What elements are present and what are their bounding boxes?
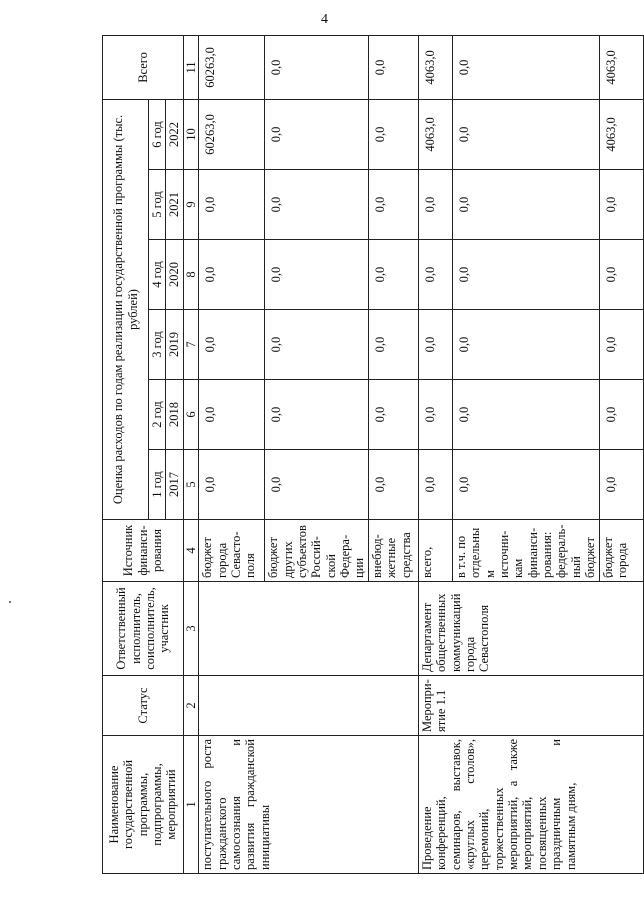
- header-source: Источник финанси-рования: [103, 520, 184, 582]
- value-cell: 0,0: [599, 170, 643, 240]
- col-number: 1: [183, 736, 198, 874]
- year-value: 2020: [166, 240, 183, 310]
- header-estimate: Оценка расходов по годам реализации государственной программы (тыс. рублей): [103, 99, 149, 519]
- status-cell: [199, 676, 419, 736]
- value-cell: 0,0: [452, 170, 599, 240]
- col-number: 8: [183, 240, 198, 310]
- header-name: Наименование государственной программы, подпрограммы, мероприятий: [103, 736, 184, 874]
- value-cell: 0,0: [199, 450, 265, 520]
- source-cell: в т.ч. по отдельным источни-кам финанси-рования: федераль-ный бюджет: [452, 520, 599, 582]
- value-cell: 0,0: [418, 240, 452, 310]
- col-number: 2: [183, 676, 198, 736]
- value-cell: 0,0: [418, 450, 452, 520]
- value-cell: 0,0: [418, 380, 452, 450]
- header-total: Всего: [103, 35, 184, 99]
- status-cell: Меропри-ятие 1.1: [418, 676, 643, 736]
- source-cell: всего,: [418, 520, 452, 582]
- value-cell: 60263,0: [199, 99, 265, 169]
- executor-cell: Департамент общественных коммуникаций города Севастополя: [418, 582, 643, 676]
- value-cell: 0,0: [199, 310, 265, 380]
- executor-cell: [199, 582, 419, 676]
- value-cell: 0,0: [265, 240, 369, 310]
- total-cell: 60263,0: [199, 35, 265, 99]
- financing-table: [102, 35, 644, 874]
- value-cell: 0,0: [265, 310, 369, 380]
- col-number: 4: [183, 520, 198, 582]
- value-cell: 0,0: [368, 240, 418, 310]
- total-cell: 0,0: [452, 35, 599, 99]
- year-label: 1 год: [149, 450, 166, 520]
- header-status: Статус: [103, 676, 184, 736]
- value-cell: 0,0: [418, 310, 452, 380]
- year-label: 6 год: [149, 99, 166, 169]
- value-cell: 0,0: [368, 310, 418, 380]
- source-cell: бюджет города Севасто-поля: [199, 520, 265, 582]
- activity-name-cell: Проведение конференций, семинаров, выставок, «круглых столов», церемоний, торжественных мероприятий, а также мероприятий, посвященных праздничным и памятным дням,: [418, 736, 643, 874]
- value-cell: 0,0: [199, 170, 265, 240]
- header-executor: Ответственный исполнитель, соисполнитель, участник: [103, 582, 184, 676]
- source-cell: внебюд-жетные средства: [368, 520, 418, 582]
- value-cell: 0,0: [452, 240, 599, 310]
- value-cell: 0,0: [199, 240, 265, 310]
- value-cell: 0,0: [599, 450, 643, 520]
- value-cell: 0,0: [368, 99, 418, 169]
- value-cell: 0,0: [368, 170, 418, 240]
- year-value: 2018: [166, 380, 183, 450]
- value-cell: 0,0: [265, 450, 369, 520]
- year-label: 5 год: [149, 170, 166, 240]
- col-number: 10: [183, 99, 198, 169]
- value-cell: 0,0: [452, 450, 599, 520]
- value-cell: 0,0: [418, 170, 452, 240]
- value-cell: 0,0: [199, 380, 265, 450]
- total-cell: 4063,0: [599, 35, 643, 99]
- col-number: 7: [183, 310, 198, 380]
- value-cell: 0,0: [368, 380, 418, 450]
- value-cell: 4063,0: [418, 99, 452, 169]
- source-cell: бюджет города: [599, 520, 643, 582]
- value-cell: 0,0: [599, 310, 643, 380]
- source-cell: бюджет других субъектов Россий-ской Федера-ции: [265, 520, 369, 582]
- year-value: 2019: [166, 310, 183, 380]
- total-cell: 0,0: [368, 35, 418, 99]
- value-cell: 0,0: [452, 310, 599, 380]
- col-number: 9: [183, 170, 198, 240]
- year-value: 2022: [166, 99, 183, 169]
- value-cell: 0,0: [368, 450, 418, 520]
- value-cell: 4063,0: [599, 99, 643, 169]
- value-cell: 0,0: [452, 380, 599, 450]
- scan-dot: [9, 601, 11, 603]
- year-label: 3 год: [149, 310, 166, 380]
- year-value: 2021: [166, 170, 183, 240]
- value-cell: 0,0: [265, 380, 369, 450]
- program-name-cell: поступательного роста гражданского самосознания и развития гражданской инициативы: [199, 736, 419, 874]
- value-cell: 0,0: [265, 170, 369, 240]
- value-cell: 0,0: [599, 240, 643, 310]
- total-cell: 0,0: [265, 35, 369, 99]
- total-cell: 4063,0: [418, 35, 452, 99]
- col-number: 6: [183, 380, 198, 450]
- year-label: 2 год: [149, 380, 166, 450]
- year-value: 2017: [166, 450, 183, 520]
- rotated-table-frame: [102, 36, 629, 874]
- col-number: 5: [183, 450, 198, 520]
- year-label: 4 год: [149, 240, 166, 310]
- value-cell: 0,0: [599, 380, 643, 450]
- value-cell: 0,0: [452, 99, 599, 169]
- page-number: 4: [321, 12, 328, 27]
- col-number: 3: [183, 582, 198, 676]
- value-cell: 0,0: [265, 99, 369, 169]
- col-number: 11: [183, 35, 198, 99]
